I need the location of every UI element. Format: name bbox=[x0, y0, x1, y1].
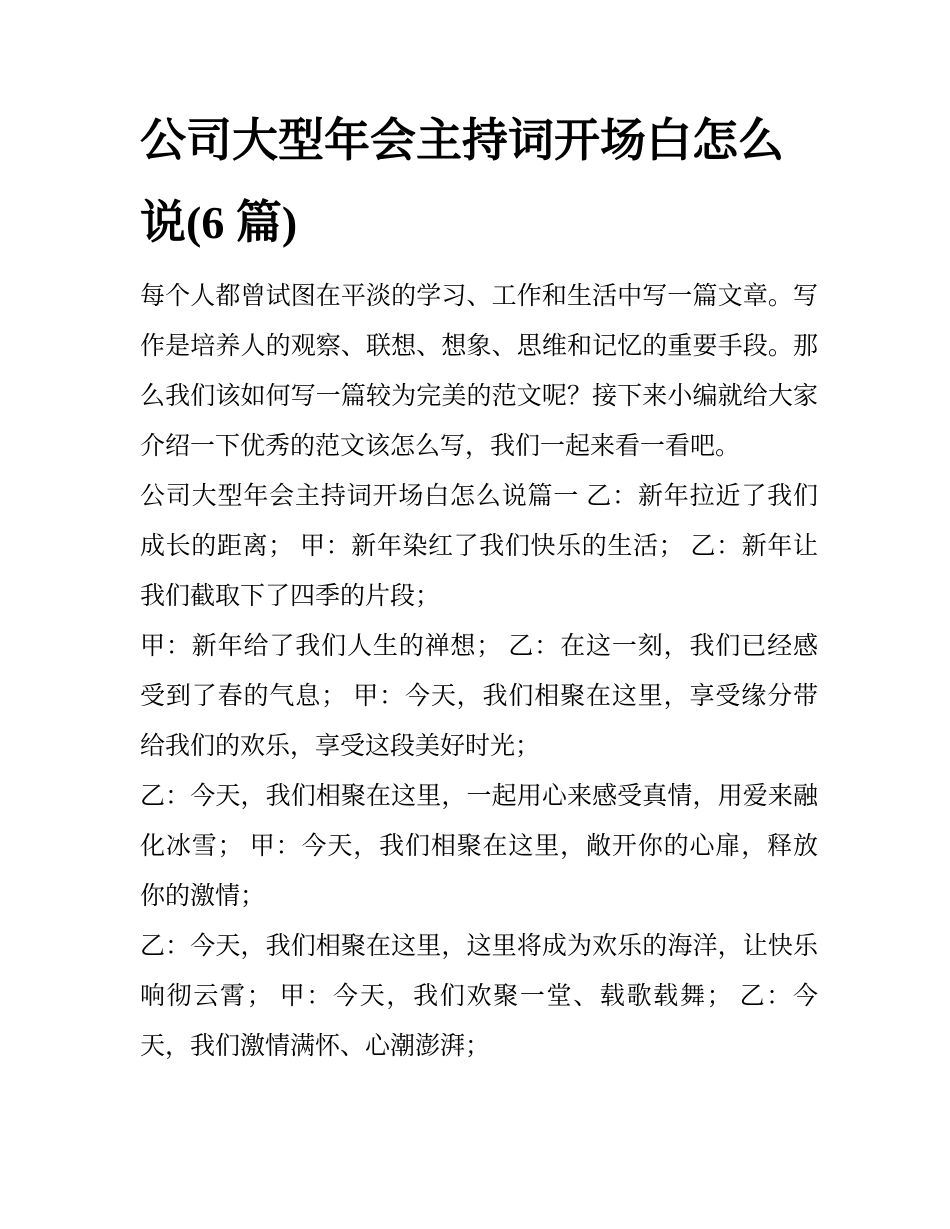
paragraph-section1-opening: 公司大型年会主持词开场白怎么说篇一 乙：新年拉近了我们成长的距离； 甲：新年染红了我们快乐的生活； 乙：新年让我们截取下了四季的片段； bbox=[140, 483, 818, 610]
document-content bbox=[140, 100, 818, 1072]
document-title: 公司大型年会主持词开场白怎么说(6 篇) bbox=[140, 115, 784, 248]
paragraph-dialogue-2: 乙：今天，我们相聚在这里，一起用心来感受真情，用爱来融化冰雪； 甲：今天，我们相聚在这里，敞开你的心扉，释放你的激情； bbox=[140, 783, 818, 910]
paragraph-intro: 每个人都曾试图在平淡的学习、工作和生活中写一篇文章。写作是培养人的观察、联想、想象、思维和记忆的重要手段。那么我们该如何写一篇较为完美的范文呢？接下来小编就给大家介绍一下优秀的范文该怎么写，我们一起来看一看吧。 bbox=[140, 283, 818, 460]
paragraph-dialogue-3: 乙：今天，我们相聚在这里，这里将成为欢乐的海洋，让快乐响彻云霄； 甲：今天，我们欢聚一堂、载歌载舞； 乙：今天，我们激情满怀、心潮澎湃； bbox=[140, 933, 818, 1060]
paragraph-dialogue-1: 甲：新年给了我们人生的禅想； 乙：在这一刻，我们已经感受到了春的气息； 甲：今天，我们相聚在这里，享受缘分带给我们的欢乐，享受这段美好时光； bbox=[140, 633, 818, 760]
